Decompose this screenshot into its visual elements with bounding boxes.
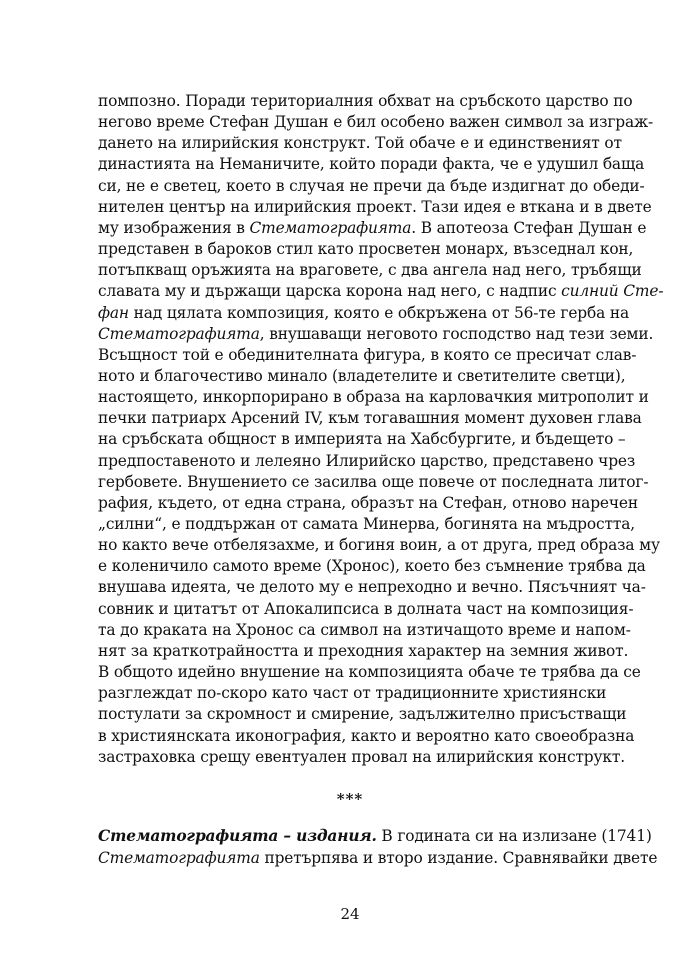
text-line	[98, 726, 635, 745]
italic-title: фан	[98, 303, 129, 322]
text-segment: славата му и държащи царска корона над него, с надпис	[98, 282, 562, 301]
italic-title: Стематографията	[98, 848, 260, 867]
text-line	[98, 641, 629, 660]
text-segment: над цялата композиция, която е обкръжена от 56-те герба на	[128, 303, 630, 322]
text-segment: си, не е светец, което в случая не пречи да бъде издигнат до обеди-	[98, 176, 645, 195]
text-segment: негово време Стефан Душан е бил особено важен символ за изграж-	[98, 113, 654, 132]
text-line	[98, 578, 646, 597]
text-segment: настоящето, инкорпорирано в образа на карловачкия митрополит и	[98, 388, 649, 407]
text-segment: разглеждат по-скоро като част от традиционните християнски	[98, 684, 607, 703]
text-segment: Всъщност той е обединителната фигура, в която се пресичат слав-	[98, 345, 637, 364]
text-segment: но както вече отбелязахме, и богиня воин, а от друга, пред образа му	[98, 536, 660, 555]
text-line	[98, 240, 634, 259]
text-segment: е коленичило самото време (Хронос), което без съмнение трябва да	[98, 557, 646, 576]
text-segment: . В апотеоза Стефан Душан е	[411, 218, 647, 237]
text-segment: дането на илирийския конструкт. Той обаче е и единственият от	[98, 134, 622, 153]
text-line	[98, 345, 637, 364]
text-segment: нят за краткотрайността и преходния характер на земния живот.	[98, 641, 629, 660]
text-line	[98, 303, 630, 322]
text-segment: предпоставеното и лелеяно Илирийско царство, представено чрез	[98, 451, 636, 470]
text-line	[98, 113, 654, 132]
italic-title: Стематографията	[249, 218, 412, 237]
page-number: 24	[340, 905, 360, 923]
text-line	[98, 388, 649, 407]
text-segment: помпозно. Поради териториалния обхват на сръбското царство по	[98, 92, 633, 110]
text-line	[98, 705, 627, 724]
text-segment: рафия, където, от една страна, образът на Стефан, отново наречен	[98, 493, 638, 512]
text-line	[98, 620, 631, 639]
text-line	[98, 261, 642, 280]
text-segment: В годината си на излизане (1741)	[376, 827, 652, 845]
text-line	[98, 536, 660, 555]
text-segment: , внушаващи неговото господство над тези земи.	[259, 324, 654, 343]
text-line	[98, 282, 664, 301]
section-separator: ***	[336, 790, 364, 808]
text-segment: гербовете. Внушението се засилва още повече от последната литог-	[98, 472, 649, 491]
text-line	[98, 493, 638, 512]
text-line	[98, 366, 626, 385]
section-heading: Стематографията – издания.	[98, 827, 377, 845]
text-line	[98, 827, 652, 845]
text-segment: ното и благочестиво минало (владетелите и светителите светци),	[98, 366, 626, 385]
text-segment: представен в бароков стил като просветен монарх, възседнал кон,	[98, 240, 634, 259]
text-segment: му изображения в	[98, 218, 250, 237]
text-line	[98, 409, 642, 428]
text-segment: в християнската иконография, както и вероятно като своеобразна	[98, 726, 635, 745]
text-line	[98, 557, 646, 576]
text-segment: застраховка срещу евентуален провал на илирийския конструкт.	[98, 747, 625, 766]
text-line	[98, 599, 634, 618]
text-line	[98, 848, 658, 867]
text-segment: В общото идейно внушение на композицията обаче те трябва да се	[98, 663, 641, 682]
italic-title: силний Сте-	[561, 282, 664, 301]
text-line	[98, 451, 636, 470]
text-segment: на сръбската общност в империята на Хабсбургите, и бъдещето –	[98, 430, 626, 449]
text-line	[98, 430, 626, 449]
text-line	[98, 218, 647, 237]
text-line	[98, 663, 641, 682]
text-segment: постулати за скромност и смирение, задължително присъстващи	[98, 705, 627, 724]
text-segment: внушава идеята, че делото му е непреходно и вечно. Пясъчният ча-	[98, 578, 646, 597]
text-line	[98, 472, 649, 491]
text-segment: династията на Неманичите, който поради факта, че е удушил баща	[98, 155, 645, 174]
text-line	[98, 515, 635, 533]
text-segment: „силни“, е поддържан от самата Минерва, богинята на мъдростта,	[98, 515, 635, 533]
text-segment: нителен център на илирийския проект. Тази идея е вткана и в двете	[98, 197, 652, 216]
text-line	[98, 176, 645, 195]
text-line	[98, 684, 607, 703]
text-line	[98, 92, 633, 110]
italic-title: Стематографията	[98, 324, 260, 343]
text-line	[98, 155, 645, 174]
text-line	[98, 134, 622, 153]
text-segment: та до краката на Хронос са символ на изтичащото време и напом-	[98, 620, 631, 639]
text-segment: потъпкващ оръжията на враговете, с два ангела над него, тръбящи	[98, 261, 642, 280]
text-segment: претърпява и второ издание. Сравнявайки двете	[259, 848, 658, 867]
text-line	[98, 324, 654, 343]
text-segment: совник и цитатът от Апокалипсиса в долната част на композиция-	[98, 599, 634, 618]
text-segment: печки патриарх Арсений IV, към тогавашния момент духовен глава	[98, 409, 642, 428]
text-line	[98, 747, 625, 766]
text-line	[98, 197, 652, 216]
